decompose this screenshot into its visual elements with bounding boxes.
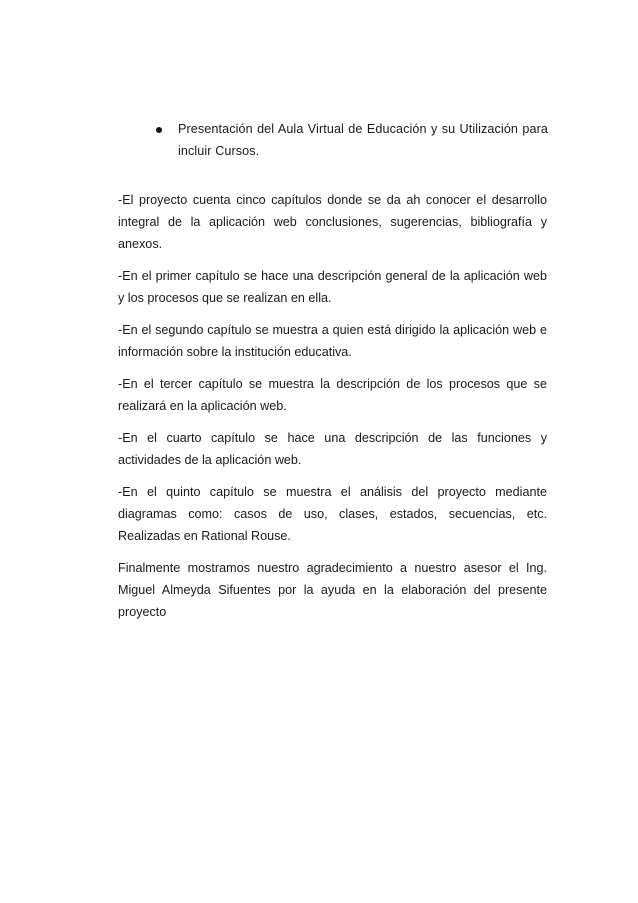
paragraph-chapter-4: -En el cuarto capítulo se hace una descripción de las funciones y actividades de la aplicación web. [118, 431, 547, 467]
bullet-list-item [156, 118, 548, 162]
bullet-dot-icon [156, 127, 162, 133]
bullet-item-text: Presentación del Aula Virtual de Educación y su Utilización para incluir Cursos. [178, 122, 548, 158]
paragraph-chapters-overview: -El proyecto cuenta cinco capítulos donde se da ah conocer el desarrollo integral de la aplicación web conclusiones, sugerencias, bibliografía y anexos. [118, 193, 547, 251]
body-text [118, 189, 547, 633]
paragraph-chapter-1: -En el primer capítulo se hace una descripción general de la aplicación web y los procesos que se realizan en ella. [118, 269, 547, 305]
paragraph-chapter-3: -En el tercer capítulo se muestra la descripción de los procesos que se realizará en la aplicación web. [118, 377, 547, 413]
paragraph-acknowledgement: Finalmente mostramos nuestro agradecimiento a nuestro asesor el Ing. Miguel Almeyda Sifuentes por la ayuda en la elaboración del presente proyecto [118, 561, 547, 619]
paragraph-chapter-5: -En el quinto capítulo se muestra el análisis del proyecto mediante diagramas como: casos de uso, clases, estados, secuencias, etc. Realizadas en Rational Rouse. [118, 485, 547, 543]
paragraph-chapter-2: -En el segundo capítulo se muestra a quien está dirigido la aplicación web e información sobre la institución educativa. [118, 323, 547, 359]
